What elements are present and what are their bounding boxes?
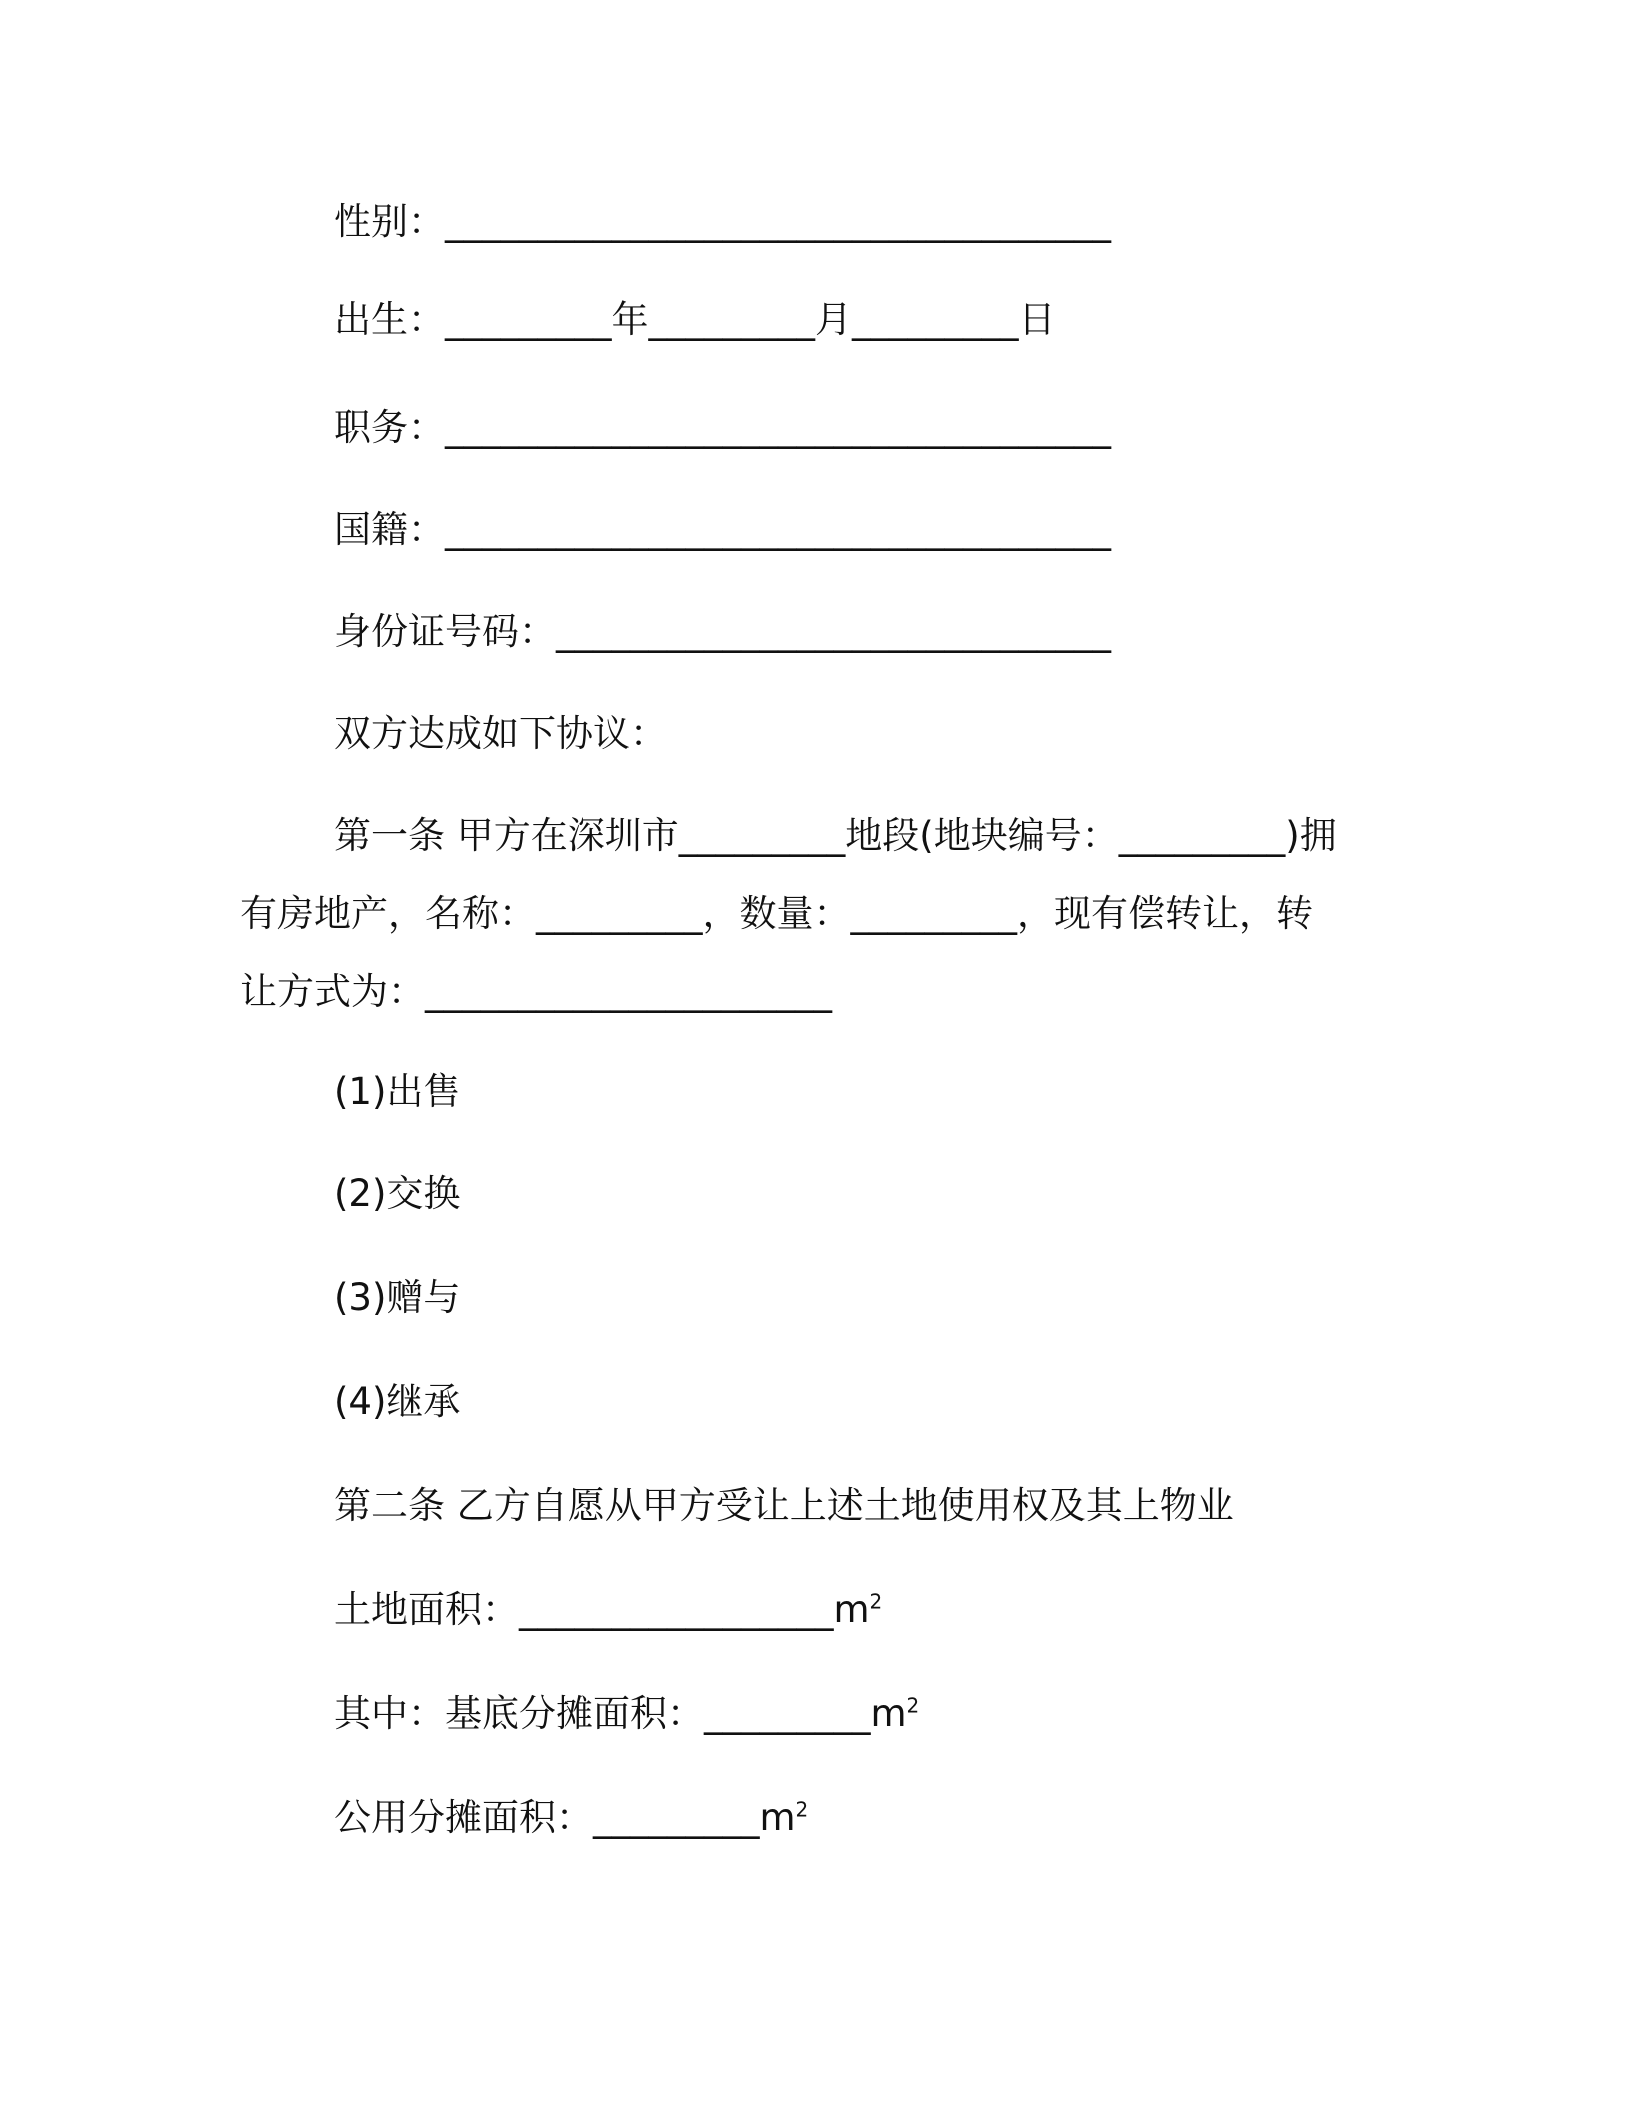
base-share-area-text: 其中：基底分摊面积：_________m	[334, 1692, 907, 1735]
public-share-area-text: 公用分摊面积：_________m	[334, 1796, 796, 1839]
public-share-area-unit-exponent: 2	[795, 1797, 809, 1822]
base-share-area-line	[334, 1692, 919, 1736]
base-share-area-unit-exponent: 2	[906, 1693, 920, 1718]
field-gender: 性别：____________________________________	[334, 200, 1111, 243]
option-exchange: (2)交换	[334, 1172, 461, 1215]
public-share-area-line	[334, 1796, 808, 1840]
field-birth: 出生：_________年_________月_________日	[334, 298, 1056, 341]
land-area-unit-exponent: 2	[869, 1589, 883, 1614]
article-1-line-1: 第一条 甲方在深圳市_________地段(地块编号：_________)拥	[334, 814, 1337, 857]
option-gift: (3)赠与	[334, 1276, 461, 1319]
agreement-intro: 双方达成如下协议：	[334, 712, 667, 755]
article-1-line-3: 让方式为：______________________	[240, 970, 832, 1013]
field-position: 职务：____________________________________	[334, 406, 1111, 449]
article-1-line-2: 有房地产，名称：_________，数量：_________，现有偿转让，转	[240, 892, 1313, 935]
article-2: 第二条 乙方自愿从甲方受让上述土地使用权及其上物业	[334, 1484, 1234, 1527]
land-area-text: 土地面积：_________________m	[334, 1588, 870, 1631]
field-id-number: 身份证号码：______________________________	[334, 610, 1111, 653]
field-nationality: 国籍：____________________________________	[334, 508, 1111, 551]
option-inheritance: (4)继承	[334, 1380, 461, 1423]
land-area-line	[334, 1588, 882, 1632]
option-sale: (1)出售	[334, 1070, 461, 1113]
